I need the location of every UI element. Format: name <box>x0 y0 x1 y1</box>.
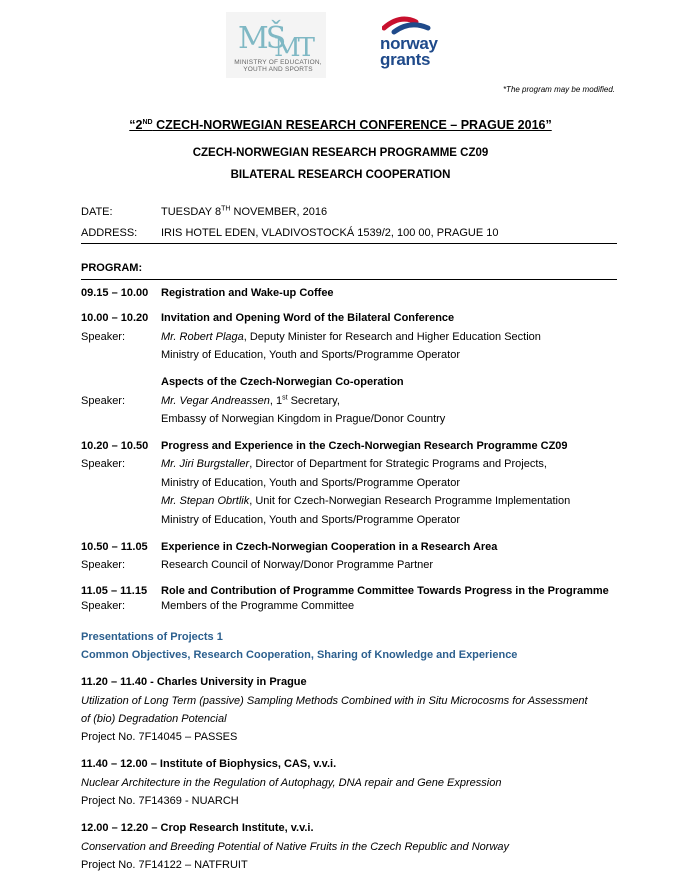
presentations-heading: Presentations of Projects 1 <box>81 631 223 643</box>
speaker-org: Ministry of Education, Youth and Sports/Programme Operator <box>161 514 460 526</box>
speaker-label: Speaker: <box>81 559 126 571</box>
date-value: TUESDAY 8TH NOVEMBER, 2016 <box>161 205 328 218</box>
date-label: DATE: <box>81 206 113 218</box>
presentations-subheading: Common Objectives, Research Cooperation, Sharing of Knowledge and Experience <box>81 649 518 661</box>
address-value: IRIS HOTEL EDEN, VLADIVOSTOCKÁ 1539/2, 100 00, PRAGUE 10 <box>161 227 499 239</box>
norway-grants-swoosh-icon <box>382 14 432 36</box>
msmt-logo <box>226 12 326 78</box>
speaker-label: Speaker: <box>81 395 126 407</box>
speaker-line: Mr. Robert Plaga, Deputy Minister for Research and Higher Education Section <box>161 331 541 343</box>
divider <box>81 279 617 280</box>
msmt-caption-line1: MINISTRY OF EDUCATION, <box>234 59 322 66</box>
speaker-org: Ministry of Education, Youth and Sports/Programme Operator <box>161 477 460 489</box>
speaker-line: Mr. Stepan Obrtlik, Unit for Czech-Norwegian Research Programme Implementation <box>161 495 571 507</box>
presentation-heading: 11.20 – 11.40 - Charles University in Prague <box>81 676 307 688</box>
speaker-line: Mr. Jiri Burgstaller, Director of Department for Strategic Programs and Projects, <box>161 458 547 470</box>
address-label: ADDRESS: <box>81 227 138 239</box>
speaker-label: Speaker: <box>81 458 126 470</box>
program-heading: PROGRAM: <box>81 262 143 274</box>
msmt-logo-mark <box>234 16 318 58</box>
presentation-title: Conservation and Breeding Potential of Native Fruits in the Czech Republic and Norway <box>81 841 510 853</box>
session-time: 10.50 – 11.05 <box>81 541 148 553</box>
speaker-org: Research Council of Norway/Donor Programme Partner <box>161 559 434 571</box>
speaker-org: Embassy of Norwegian Kingdom in Prague/Donor Country <box>161 413 446 425</box>
session-time: 09.15 – 10.00 <box>81 287 149 299</box>
msmt-caption-line2: YOUTH AND SPORTS <box>243 66 313 73</box>
presentation-title: of (bio) Degradation Potencial <box>81 713 227 725</box>
speaker-label: Speaker: <box>81 331 126 343</box>
program-note: *The program may be modified. <box>502 85 615 94</box>
session-title: Registration and Wake-up Coffee <box>161 287 334 299</box>
session-title: Experience in Czech-Norwegian Cooperation in a Research Area <box>161 541 498 553</box>
session-time: 10.00 – 10.20 <box>81 312 149 324</box>
session-title: Invitation and Opening Word of the Bilateral Conference <box>161 312 455 324</box>
presentation-title: Nuclear Architecture in the Regulation of Autophagy, DNA repair and Gene Expression <box>81 777 502 789</box>
presentation-heading: 11.40 – 12.00 – Institute of Biophysics, CAS, v.v.i. <box>81 758 337 770</box>
norway-logo-line1: norway <box>380 34 438 53</box>
speaker-org: Members of the Programme Committee <box>161 600 355 612</box>
svg-text:MŠ: MŠ <box>238 21 284 56</box>
presentation-project: Project No. 7F14369 - NUARCH <box>81 795 239 807</box>
speaker-line: Mr. Vegar Andreassen, 1st Secretary, <box>161 394 340 407</box>
session-title: Role and Contribution of Programme Committee Towards Progress in the Programme <box>161 585 609 597</box>
presentation-title: Utilization of Long Term (passive) Sampling Methods Combined with in Situ Microcosms for Assessment <box>81 695 588 707</box>
norway-logo-line2: grants <box>380 50 431 69</box>
svg-text:MT: MT <box>274 33 312 58</box>
session-time: 10.20 – 10.50 <box>81 440 149 452</box>
presentation-project: Project No. 7F14045 – PASSES <box>81 731 238 743</box>
conference-title: “2ND CZECH-NORWEGIAN RESEARCH CONFERENCE – PRAGUE 2016” <box>129 118 552 132</box>
session-title: Aspects of the Czech-Norwegian Co-operation <box>161 376 404 388</box>
speaker-label: Speaker: <box>81 600 126 612</box>
presentation-heading: 12.00 – 12.20 – Crop Research Institute, v.v.i. <box>81 822 314 834</box>
cooperation-subtitle: BILATERAL RESEARCH COOPERATION <box>230 169 451 181</box>
divider <box>81 243 617 244</box>
presentation-project: Project No. 7F14122 – NATFRUIT <box>81 859 248 871</box>
session-title: Progress and Experience in the Czech-Norwegian Research Programme CZ09 <box>161 440 568 452</box>
speaker-org: Ministry of Education, Youth and Sports/Programme Operator <box>161 349 460 361</box>
session-time: 11.05 – 11.15 <box>81 585 148 597</box>
programme-subtitle: CZECH-NORWEGIAN RESEARCH PROGRAMME CZ09 <box>192 147 489 159</box>
norway-grants-logo <box>378 14 458 74</box>
